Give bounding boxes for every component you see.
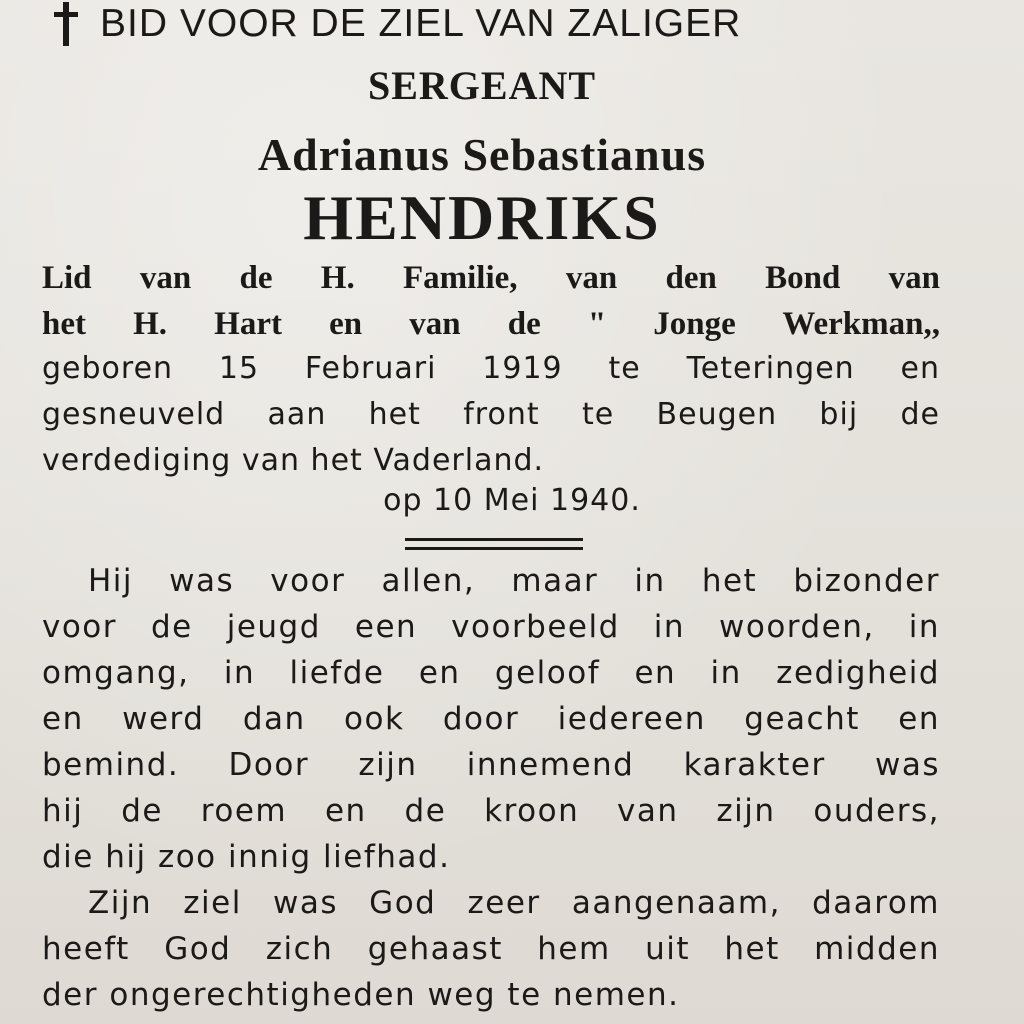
text-line: die hij zoo innig liefhad. (42, 839, 451, 875)
divider-bottom (405, 547, 583, 550)
given-names (0, 129, 1024, 180)
cross-icon (52, 2, 80, 46)
text-line: heeft God zich gehaast hem uit het midden (42, 931, 940, 967)
bio-line: gesneuveld aan het front te Beugen bij de (42, 397, 940, 432)
death-date: op 10 Mei 1940. (383, 483, 641, 518)
surname-text: HENDRIKS (303, 182, 661, 253)
text-line: hij de roem en de kroon van zijn ouders, (42, 793, 940, 829)
text-line: voor de jeugd een voorbeeld in woorden, in (42, 609, 940, 645)
bio-line: geboren 15 Februari 1919 te Teteringen en (42, 351, 940, 386)
bio-line: het H. Hart en van de " Jonge Werkman,, (42, 306, 940, 342)
text-line: omgang, in liefde en geloof en in zedigheid (42, 655, 940, 691)
rank (0, 63, 1024, 108)
given-names-text: Adrianus Sebastianus (257, 129, 707, 180)
bio-line: Lid van de H. Familie, van den Bond van (42, 260, 940, 296)
card-title: BID VOOR DE ZIEL VAN ZALIGER (100, 2, 742, 45)
text-line: Hij was voor allen, maar in het bizonder (88, 563, 940, 599)
text-line: der ongerechtigheden weg te nemen. (42, 977, 680, 1013)
text-line: Zijn ziel was God zeer aangenaam, daarom (88, 885, 940, 921)
rank-text: SERGEANT (367, 63, 597, 108)
divider-top (405, 538, 583, 541)
text-line: en werd dan ook door iedereen geacht en (42, 701, 940, 737)
bio-line: verdediging van het Vaderland. (42, 443, 545, 478)
text-line: bemind. Door zijn innemend karakter was (42, 747, 940, 783)
surname (0, 182, 1024, 253)
